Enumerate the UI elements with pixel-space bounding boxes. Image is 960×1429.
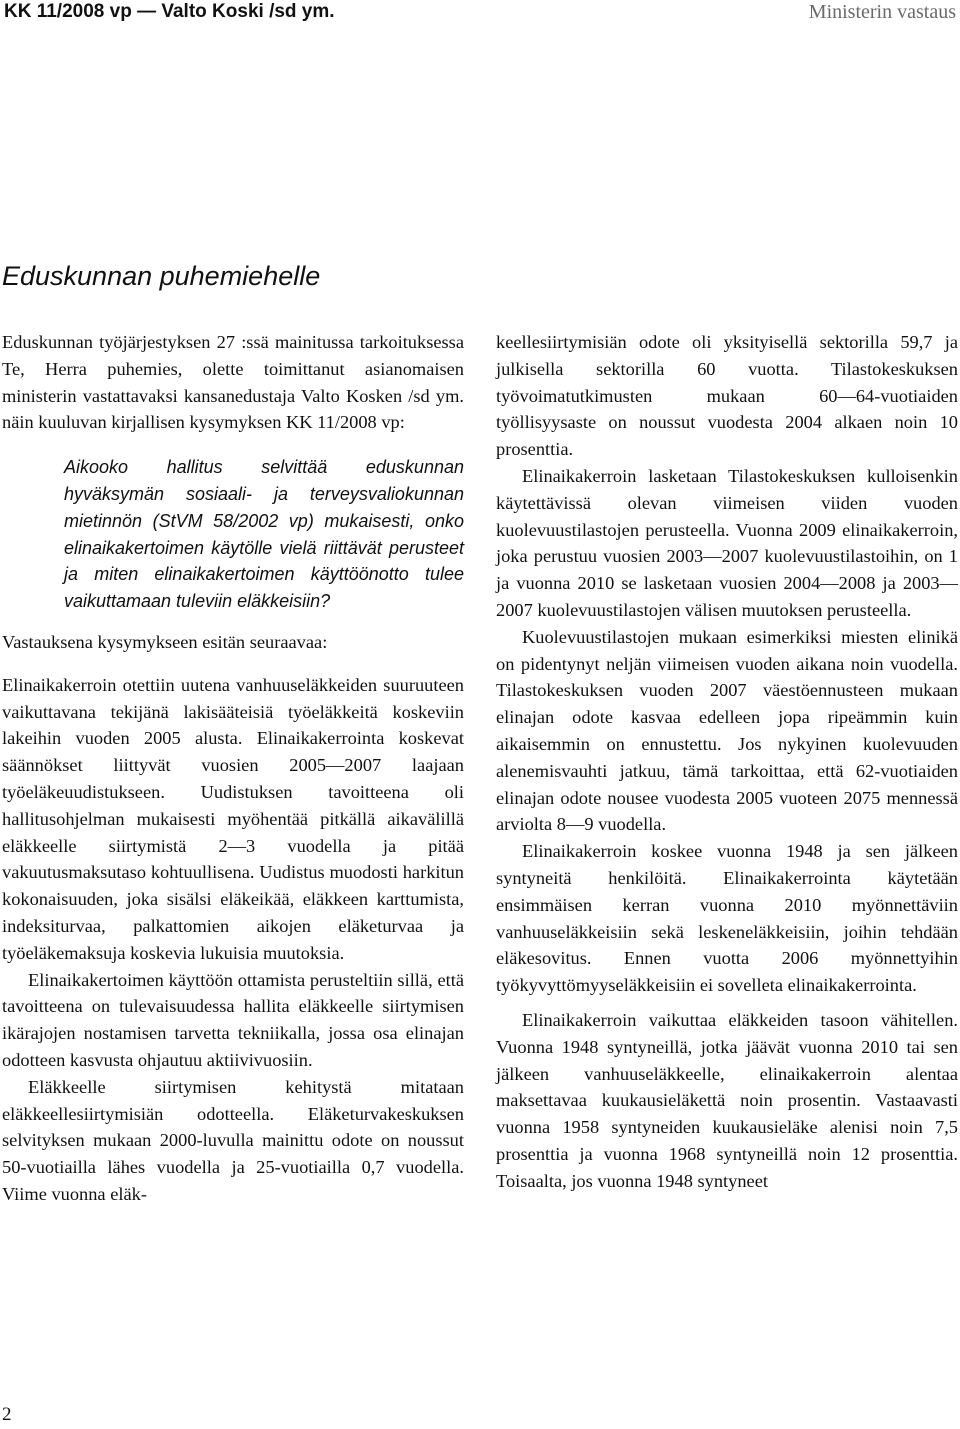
- document-reference: KK 11/2008 vp — Valto Koski /sd ym.: [4, 1, 335, 22]
- body-paragraph: Elinaikakerroin lasketaan Tilastokeskuksen kulloisenkin käytettävissä olevan viimeisen viiden vuoden kuolevuustilastojen perusteella. Vuonna 2009 elinaikakerroin, joka perustuu vuosien 2003—2007 kuolevuustilastoihin, on 1 ja vuonna 2010 se lasketaan vuosien 2004—2008 ja 2003—2007 kuolevuustilastojen välisen muutoksen perusteella.: [496, 465, 958, 620]
- question-text: Aikooko hallitus selvittää eduskunnan hyväksymän sosiaali- ja terveysvaliokunnan mietinnön (StVM 58/2002 vp) mukaisesti, onko elinaikakertoimen käytölle vielä riittävät perusteet ja miten elinaikakertoimen käyttöönotto tulee vaikuttamaan tuleviin eläkkeisiin?: [64, 457, 464, 612]
- body-paragraph: Kuolevuustilastojen mukaan esimerkiksi miesten elinikä on pidentynyt neljän viimeisen vuoden aikana noin vuodella. Tilastokeskuksen vuoden 2007 väestöennusteen mukaan elinajan odote kasvaa edelleen jopa ripeämmin kuin aikaisemmin on ennustettu. Jos nykyinen kuolevuuden alenemisvauhti jatkuu, tämä tarkoittaa, että 62-vuotiaiden elinajan odote nousee vuodesta 2005 vuoteen 2075 mennessä arviolta 8—9 vuodella.: [496, 626, 958, 835]
- left-column: [2, 329, 464, 1208]
- body-paragraph: Elinaikakerroin otettiin uutena vanhuuseläkkeiden suuruuteen vaikuttavana tekijänä lakisääteisiä työeläkkeitä koskeviin lakeihin vuoden 2005 alusta. Elinaikakerrointa koskevat säännökset liittyvät vuosien 2005—2007 laajaan työeläkeuudistukseen. Uudistuksen tavoitteena oli hallitusohjelman mukaisesti myöhentää pitkällä aikavälillä eläkkeelle siirtymistä 2—3 vuodella ja pitää vakuutusmaksutaso kohtuullisena. Uudistus muodosti harkitun kokonaisuuden, joka sisälsi eläkeikää, eläkkeen karttumista, indeksiturvaa, palkattomien aikojen eläketurvaa ja työeläkemaksuja koskevia lukuisia muutoksia.: [2, 674, 464, 963]
- body-paragraph: Elinaikakerroin koskee vuonna 1948 ja sen jälkeen syntyneitä henkilöitä. Elinaikakerrointa käytetään ensimmäisen kerran vuonna 2010 myönnettäviin vanhuuseläkkeisiin sekä leskeneläkkeisiin, joihin tehdään eläkesovitus. Ennen vuotta 2006 myönnettyihin työkyvyttömyyseläkkeisiin ei sovelleta elinaikakerrointa.: [496, 841, 958, 996]
- body-paragraph: Elinaikakerroin vaikuttaa eläkkeiden tasoon vähitellen. Vuonna 1948 syntyneillä, jotka jäävät vuonna 2010 tai sen jälkeen vanhuuseläkkeelle, elinaikakerroin alentaa maksettavaa kuukausieläkettä noin prosentin. Vastaavasti vuonna 1958 syntyneiden kuukausieläke alenisi noin 7,5 prosenttia ja vuonna 1968 syntyneillä noin 12 prosenttia. Toisaalta, jos vuonna 1948 syntyneet: [496, 1009, 958, 1191]
- page-number: 2: [2, 1404, 12, 1425]
- body-paragraph: keellesiirtymisiän odote oli yksityisellä sektorilla 59,7 ja julkisella sektorilla 60 vuotta. Tilastokeskuksen työvoimatutkimusten mukaan 60—64-vuotiaiden työllisyysaste on noussut vuodesta 2004 alkaen noin 10 prosenttia.: [496, 332, 958, 460]
- right-column: [496, 329, 958, 1195]
- intro-paragraph: Eduskunnan työjärjestyksen 27 :ssä mainitussa tarkoituksessa Te, Herra puhemies, olette toimittanut asianomaisen ministerin vastattavaksi kansanedustaja Valto Kosken /sd ym. näin kuuluvan kirjallisen kysymyksen KK 11/2008 vp:: [2, 332, 464, 433]
- answer-intro: Vastauksena kysymykseen esitän seuraavaa:: [2, 631, 328, 652]
- body-paragraph: Elinaikakertoimen käyttöön ottamista perusteltiin sillä, että tavoitteena on tulevaisuudessa hallita eläkkeelle siirtymisen ikärajojen nostamisen tarvetta tekniikalla, jossa osa elinajan odotteen kasvusta ohjautuu aktiivivuosiin.: [2, 969, 464, 1070]
- section-label: Ministerin vastaus: [808, 1, 956, 23]
- document-title: Eduskunnan puhemiehelle: [2, 261, 321, 291]
- body-paragraph: Eläkkeelle siirtymisen kehitystä mitataan eläkkeellesiirtymisiän odotteella. Eläketurvakeskuksen selvityksen mukaan 2000-luvulla mainittu odote on noussut 50-vuotiailla lähes vuodella ja 25-vuotiailla 0,7 vuodella. Viime vuonna eläk-: [2, 1076, 464, 1204]
- running-header: [0, 0, 960, 30]
